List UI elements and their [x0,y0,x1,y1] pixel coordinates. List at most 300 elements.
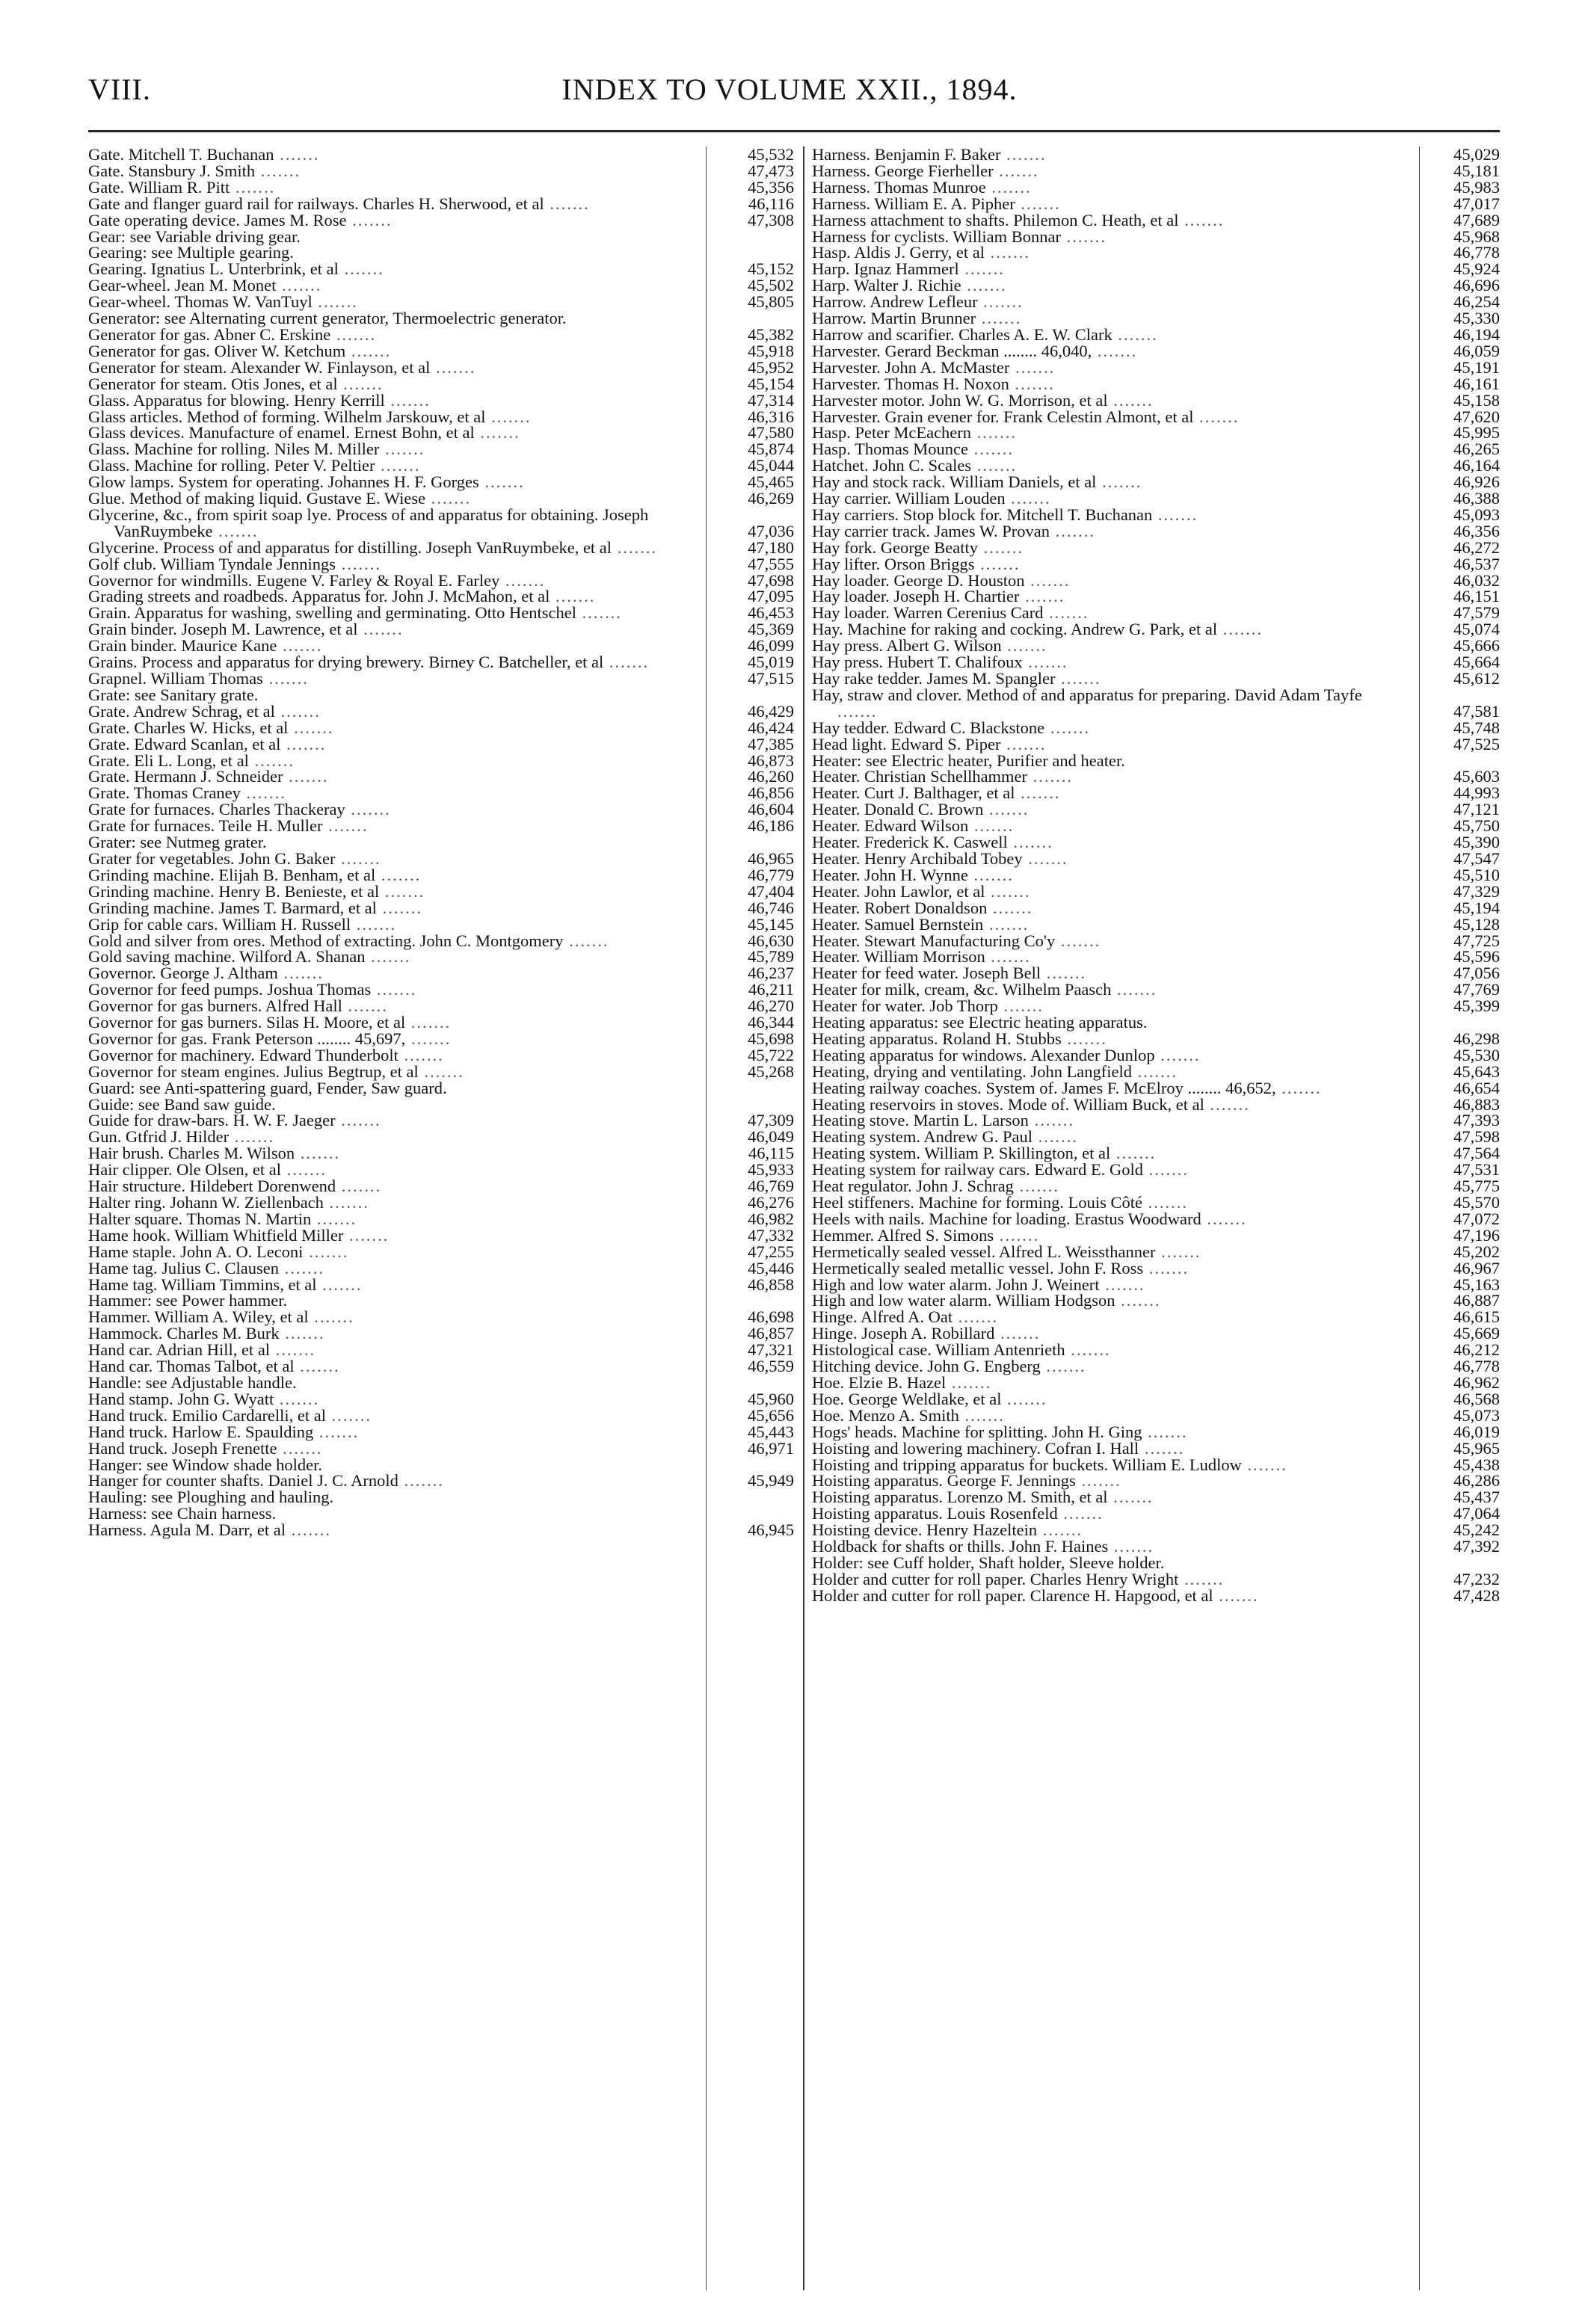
entry-text: Grate. Hermann J. Schneider [88,767,283,786]
patent-number: 45,968 [1453,226,1500,246]
leader-dots: ....... [1152,505,1198,524]
index-entry [88,867,794,884]
entry-text: Harness: see Chain harness. [88,1504,277,1523]
entry-text: Grate for furnaces. Teile H. Muller [88,816,323,836]
patent-number: 45,465 [748,472,794,492]
index-entry [812,638,1500,654]
page-title: INDEX TO VOLUME XXII., 1894. [561,73,1018,106]
leader-dots: ....... [398,1045,444,1064]
patent-number: 46,212 [1453,1340,1500,1360]
patent-number: 45,949 [748,1471,794,1491]
entry-text: Harvester. Gerard Beckman ........ 46,040, [812,341,1092,360]
patent-number: 46,164 [1453,456,1500,475]
patent-number: 46,356 [1453,521,1500,540]
leader-dots: ....... [398,1471,444,1491]
entry-text: Hoe. George Weldlake, et al [812,1389,1002,1408]
index-entry [88,1325,794,1342]
leader-dots: ....... [1001,636,1047,656]
patent-number: 45,356 [748,177,794,197]
index-entry [812,818,1500,834]
patent-number: 46,151 [1453,587,1500,606]
patent-number: 45,698 [748,1029,794,1048]
entry-text: Gold saving machine. Wilford A. Shanan [88,947,366,967]
patent-number: 46,604 [748,800,794,819]
index-entry [88,1145,794,1162]
leader-dots: ....... [1013,1177,1059,1196]
patent-number: 47,725 [1453,931,1500,950]
leader-dots: ....... [336,1177,382,1196]
leader-dots: ....... [229,1127,275,1147]
entry-text: Guide: see Band saw guide. [88,1094,276,1114]
leader-dots: ....... [277,636,323,656]
patent-number: 45,805 [748,292,794,312]
index-entry [88,1211,794,1227]
leader-dots: ....... [345,341,392,360]
patent-number: 46,272 [1453,537,1500,557]
index-entry [88,1457,794,1473]
index-entry [812,1080,1500,1097]
leader-dots: ....... [978,537,1024,557]
leader-dots: ....... [1178,1569,1225,1588]
patent-number: 46,559 [748,1357,794,1376]
leader-dots: ....... [563,931,609,950]
patent-number: 45,330 [1453,309,1500,328]
page-number: VIII. [88,73,151,106]
index-entry [812,671,1500,687]
patent-number: 45,202 [1453,1242,1500,1261]
patent-number: 46,654 [1453,1078,1500,1097]
index-entry [812,261,1500,277]
index-entry [88,638,794,654]
patent-number: 46,344 [748,1013,794,1032]
leader-dots: ....... [343,1225,390,1245]
patent-number: 46,696 [1453,276,1500,295]
leader-dots: ....... [303,1242,349,1261]
leader-dots: ....... [1050,521,1096,540]
leader-dots: ....... [262,669,309,688]
index-entry [88,785,794,801]
patent-number: 46,945 [748,1520,794,1540]
patent-number: 46,873 [748,750,794,770]
index-entry [812,834,1500,851]
index-entry [812,1292,1500,1309]
leader-dots: ....... [346,210,393,229]
patent-number: 47,428 [1453,1585,1500,1605]
entry-text: Hammer: see Power hammer. [88,1291,288,1310]
patent-number: 46,887 [1453,1291,1500,1310]
patent-number: 47,580 [748,423,794,443]
patent-number: 47,180 [748,537,794,557]
patent-number: 47,321 [748,1340,794,1360]
index-column-right [812,147,1500,2290]
entry-text: High and low water alarm. William Hodgson [812,1291,1115,1310]
index-entry [812,556,1500,573]
patent-number: 46,032 [1453,570,1500,590]
index-entry [812,1440,1500,1457]
index-entry [88,376,794,392]
patent-number: 45,446 [748,1258,794,1277]
index-entry [88,720,794,736]
entry-text: Holder and cutter for roll paper. Charles Henry Wright [812,1569,1179,1588]
patent-number: 47,385 [748,734,794,753]
index-entry [88,703,794,720]
entry-text: Hasp. Aldis J. Gerry, et al [812,243,985,262]
leader-dots: ....... [308,1307,354,1327]
patent-number: 47,525 [1453,734,1500,753]
index-entry [88,1227,794,1244]
index-entry [812,1391,1500,1408]
entry-text: Hand car. Adrian Hill, et al [88,1340,271,1360]
patent-number: 47,329 [1453,881,1500,901]
entry-text: Heater. Donald C. Brown [812,800,984,819]
patent-number: 46,630 [748,931,794,950]
patent-number: 45,596 [1453,947,1500,967]
entry-text: Heel stiffeners. Machine for forming. Louis Côté [812,1193,1142,1212]
leader-dots: ....... [550,587,596,606]
leader-dots: ....... [478,472,525,492]
index-entry [812,1195,1500,1211]
patent-number: 46,265 [1453,440,1500,459]
leader-dots: ....... [1022,848,1068,868]
leader-dots: ....... [837,701,878,721]
entry-text: Heater for feed water. Joseph Bell [812,964,1041,983]
entry-text: Grinding machine. Elijah B. Benham, et al [88,865,376,884]
entry-text: Harvester. John A. McMaster [812,357,1010,377]
index-entry [812,981,1500,998]
leader-dots: ....... [1132,1061,1178,1081]
index-entry [812,867,1500,884]
entry-text: Harvester. Thomas H. Noxon [812,374,1009,393]
leader-dots: ....... [336,554,382,573]
entry-text: Heating apparatus: see Electric heating apparatus. [812,1013,1148,1032]
index-entry [88,605,794,621]
index-entry [88,457,794,474]
index-entry [812,900,1500,916]
index-entry [88,1195,794,1211]
patent-number: 44,993 [1453,783,1500,803]
patent-number: 46,049 [748,1127,794,1147]
entry-text: Heater. William Morrison [812,947,985,967]
patent-number: 46,568 [1453,1389,1500,1408]
patent-number: 45,933 [748,1160,794,1180]
entry-text: Hand stamp. John G. Wyatt [88,1389,274,1408]
patent-number: 45,775 [1453,1177,1500,1196]
patent-number: 47,404 [748,881,794,901]
index-entry [88,1292,794,1309]
entry-text: Heater. Stewart Manufacturing Co'y [812,931,1056,950]
patent-number: 46,161 [1453,374,1500,393]
leader-dots: ....... [311,1209,357,1228]
entry-text: Heating system. William P. Skillington, et al [812,1144,1111,1163]
patent-number: 45,128 [1453,914,1500,934]
entry-text: Gold and silver from ores. Method of extracting. John C. Montgomery [88,931,564,950]
leader-dots: ....... [276,276,322,295]
entry-text: Hay carriers. Stop block for. Mitchell T. Buchanan [812,505,1153,524]
leader-dots: ....... [337,374,384,393]
leader-dots: ....... [294,1357,340,1376]
index-entry [88,750,794,770]
entry-text: Hanger for counter shafts. Daniel J. C. Arnold [88,1471,398,1491]
leader-dots: ....... [326,1405,372,1425]
entry-text: Grater: see Nutmeg grater. [88,833,267,852]
entry-text: Hay rake tedder. James M. Spangler [812,669,1056,688]
patent-number: 45,073 [1453,1405,1500,1425]
entry-text: Hoisting apparatus. Lorenzo M. Smith, et al [812,1488,1108,1507]
entry-text: Glass. Machine for rolling. Peter V. Peltier [88,456,375,475]
entry-text: Gate. Mitchell T. Buchanan [88,147,274,164]
index-entry [812,392,1500,409]
leader-dots: ....... [1155,1242,1201,1261]
index-entry [812,409,1500,425]
entry-text: Hair brush. Charles M. Wilson [88,1144,295,1163]
entry-text: Harness attachment to shafts. Philemon C. Heath, et al [812,210,1179,229]
leader-dots: ....... [1092,341,1138,360]
index-entry [812,1211,1500,1227]
index-entry [88,1061,794,1081]
entry-text: Hand truck. Joseph Frenette [88,1438,277,1458]
leader-dots: ....... [499,570,546,590]
entry-text: Hinge. Joseph A. Robillard [812,1324,995,1343]
index-entry [88,1405,794,1425]
entry-text: Guide for draw-bars. H. W. F. Jaeger [88,1111,336,1130]
leader-dots: ....... [983,800,1030,819]
index-entry [88,1440,794,1457]
index-entry [812,1489,1500,1505]
index-entry [812,179,1500,196]
entry-text: Holdback for shafts or thills. John F. Haines [812,1537,1109,1556]
entry-text: Grate. Thomas Craney [88,783,241,803]
entry-text: Hay. Machine for raking and cocking. Andrew G. Park, et al [812,620,1218,639]
index-entry [812,1424,1500,1440]
index-entry [88,1094,794,1114]
leader-dots: ....... [270,1340,316,1360]
index-entry [88,588,794,605]
leader-dots: ....... [1178,210,1225,229]
index-entry [88,226,794,246]
index-entry [812,949,1500,965]
patent-number: 45,924 [1453,259,1500,279]
index-entry [88,1274,794,1294]
entry-text: Glass devices. Manufacture of enamel. Ernest Bohn, et al [88,423,475,443]
leader-dots: ....... [286,1520,332,1540]
patent-number: 46,286 [1453,1471,1500,1491]
entry-text: Hay loader. Warren Cerenius Card [812,603,1044,623]
entry-text: Grinding machine. James T. Barmard, et al [88,898,377,917]
patent-number: 45,154 [748,374,794,393]
entry-text: Glass articles. Method of forming. Wilhelm Jarskouw, et al [88,407,486,426]
index-entry [88,848,794,868]
entry-text: Harp. Walter J. Richie [812,276,961,295]
entry-text: Hay and stock rack. William Daniels, et al [812,472,1097,492]
entry-text: Holder and cutter for roll paper. Clarence H. Hapgood, et al [812,1585,1213,1605]
index-entry [812,196,1500,212]
patent-number: 47,036 [748,521,794,540]
index-entry [812,1505,1500,1522]
index-entry [812,212,1500,229]
index-entry [88,654,794,671]
leader-dots: ....... [365,947,411,967]
entry-text: Hauling: see Ploughing and hauling. [88,1488,334,1507]
index-entry [88,1489,794,1505]
leader-dots: ....... [230,177,276,197]
index-entry [88,834,794,851]
leader-dots: ....... [425,489,472,508]
patent-number: 46,967 [1453,1258,1500,1277]
patent-number: 45,181 [1453,161,1500,180]
leader-dots: ....... [278,1258,324,1277]
patent-number: 45,656 [748,1405,794,1425]
entry-text: Hay carrier track. James W. Provan [812,521,1050,540]
patent-number: 47,308 [748,210,794,229]
entry-text: Grater for vegetables. John G. Baker [88,848,336,868]
leader-dots: ....... [335,1111,381,1130]
index-entry [812,1129,1500,1145]
patent-number: 46,883 [1453,1094,1500,1114]
patent-number: 45,382 [748,324,794,344]
index-entry [812,605,1500,621]
leader-dots: ....... [277,964,324,983]
leader-dots: ....... [1142,1193,1188,1212]
patent-number: 47,564 [1453,1144,1500,1163]
index-entry [812,1274,1500,1294]
entry-text: Heater. Edward Wilson [812,816,969,836]
index-entry [812,965,1500,981]
index-entry [812,881,1500,901]
index-entry [88,556,794,573]
leader-dots: ....... [987,898,1033,917]
patent-number: 46,270 [748,996,794,1016]
leader-dots: ....... [974,554,1021,573]
leader-dots: ....... [1037,1520,1083,1540]
patent-number: 45,664 [1453,653,1500,672]
entry-text: Heater. Henry Archibald Tobey [812,848,1023,868]
entry-text: Heating system for railway cars. Edward E. Gold [812,1160,1143,1180]
leader-dots: ....... [1024,570,1071,590]
leader-dots: ....... [1061,226,1107,246]
leader-dots: ....... [1009,374,1055,393]
entry-text: High and low water alarm. John J. Weinert [812,1274,1100,1294]
patent-number: 47,581 [1453,701,1500,721]
leader-dots: ....... [985,243,1030,262]
entry-text: Heater: see Electric heater, Purifier and heater. [812,750,1125,770]
index-entry [88,474,794,490]
entry-text: Heating railway coaches. System of. James F. McElroy ........ 46,652, [812,1078,1276,1097]
index-entry [88,1080,794,1097]
entry-text: Gun. Gtfrid J. Hilder [88,1127,230,1147]
patent-number: 45,029 [1453,147,1500,164]
entry-text: Halter ring. Johann W. Ziellenbach [88,1193,324,1212]
leader-dots: ....... [316,1274,363,1294]
patent-number: 47,515 [748,669,794,688]
leader-dots: ....... [295,1144,341,1163]
leader-dots: ....... [1000,734,1047,753]
patent-number: 46,059 [1453,341,1500,360]
entry-text: Hasp. Peter McEachern [812,423,972,443]
patent-number: 46,982 [748,1209,794,1228]
leader-dots: ....... [1000,147,1047,164]
index-entry [88,1031,794,1047]
entry-text: Golf club. William Tyndale Jennings [88,554,336,573]
leader-dots: ....... [994,1324,1041,1343]
entry-text: Glycerine. Process of and apparatus for distilling. Joseph VanRuymbeke, et al [88,537,612,557]
entry-text: Heater for milk, cream, &c. Wilhelm Paasch [812,980,1112,999]
leader-dots: ....... [1075,1471,1121,1491]
entry-text: Gearing: see Multiple gearing. [88,243,294,262]
entry-text: Heating stove. Martin L. Larson [812,1111,1029,1130]
patent-number: 47,689 [1453,210,1500,229]
leader-dots: ....... [379,440,425,459]
patent-number: 45,789 [748,947,794,967]
leader-dots: ....... [985,881,1031,901]
patent-number: 46,260 [748,767,794,786]
leader-dots: ....... [971,423,1018,443]
patent-number: 46,186 [748,816,794,836]
entry-text: Generator: see Alternating current generator, Thermoelectric generator. [88,309,567,328]
entry-text: Hand truck. Emilio Cardarelli, et al [88,1405,327,1425]
leader-dots: ....... [993,161,1039,180]
index-entry [812,1342,1500,1358]
index-entry [88,818,794,834]
index-entry [88,1260,794,1277]
index-entry [812,1522,1500,1538]
leader-dots: ....... [1040,1357,1086,1376]
patent-number: 46,019 [1453,1422,1500,1441]
index-entry [812,324,1500,344]
patent-number: 45,995 [1453,423,1500,443]
leader-dots: ....... [1143,1160,1189,1180]
index-entry [88,1129,794,1145]
leader-dots: ....... [280,734,327,753]
patent-number: 45,750 [1453,816,1500,836]
index-entry [88,1047,794,1064]
entry-text: Hame tag. William Timmins, et al [88,1274,317,1294]
index-entry [88,310,794,327]
entry-text: Hay press. Albert G. Wilson [812,636,1002,656]
leader-dots: ....... [323,1193,369,1212]
patent-number: 45,158 [1453,390,1500,410]
entry-text: Hand car. Thomas Talbot, et al [88,1357,295,1376]
index-entry [88,441,794,457]
entry-text: Glow lamps. System for operating. Johannes H. F. Gorges [88,472,479,492]
patent-number: 46,779 [748,865,794,884]
index-entry [88,163,794,179]
leader-dots: ....... [375,456,421,475]
index-entry [88,261,794,277]
index-entry [812,848,1500,868]
patent-number: 47,332 [748,1225,794,1245]
index-entry [812,376,1500,392]
entry-text: Heating reservoirs in stoves. Mode of. William Buck, et al [812,1094,1204,1114]
entry-text: Hemmer. Alfred S. Simons [812,1225,994,1245]
patent-number: 46,453 [748,603,794,623]
patent-number: 47,196 [1453,1225,1500,1245]
leader-dots: ....... [405,1029,452,1048]
index-entry [812,1162,1500,1178]
entry-text: Harness. William E. A. Pipher [812,194,1015,213]
index-entry [812,474,1500,490]
leader-dots: ....... [1041,964,1087,983]
entry-text: Holder: see Cuff holder, Shaft holder, Sleeve holder. [812,1553,1165,1572]
entry-text: Grain binder. Joseph M. Lawrence, et al [88,620,358,639]
entry-text: Handle: see Adjustable handle. [88,1372,297,1392]
entry-text: Hay loader. Joseph H. Chartier [812,587,1020,606]
entry-text: Harrow. Andrew Lefleur [812,292,978,312]
patent-number: 45,918 [748,341,794,360]
patent-number: 45,194 [1453,898,1500,917]
entry-text: Gear-wheel. Thomas W. VanTuyl [88,292,313,312]
leader-dots: ....... [1139,1438,1185,1458]
index-entry [88,277,794,294]
